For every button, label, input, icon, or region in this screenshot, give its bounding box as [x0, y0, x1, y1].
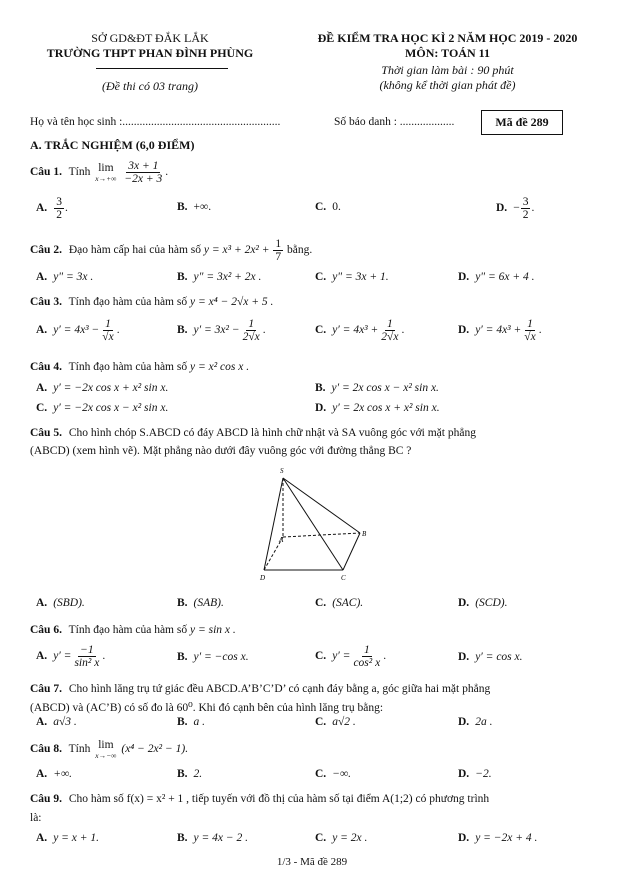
question-number: Câu 8. [30, 743, 62, 756]
question-6: Câu 6. Tính đạo hàm của hàm số y = sin x . [30, 624, 236, 636]
option-a: A. $\frac{3}{2}$ . [36, 196, 68, 222]
option-a: A. a√3 . [36, 716, 77, 728]
question-text: Tính [68, 166, 91, 179]
option-a: A. y′ = 4x³ − $\frac{1}{√x}$ . [36, 318, 120, 344]
option-c: C. y" = 3x + 1. [315, 271, 389, 283]
fraction: $\frac{1}{√x}$ [102, 318, 114, 344]
option-b: B. y" = 3x² + 2x . [177, 271, 262, 283]
student-name-line: Họ và tên học sinh :....................................................... [30, 116, 281, 128]
fraction: $\frac{3}{2}$ [522, 196, 529, 222]
header-divider [96, 68, 228, 69]
option-a: A. y" = 3x . [36, 271, 94, 283]
edge-sd [264, 478, 283, 570]
label-a: A [279, 536, 284, 544]
option-d: D. (SCD). [458, 597, 508, 609]
question-3: Câu 3. Tính đạo hàm của hàm số y = x⁴ − 2√x + 5 . [30, 296, 274, 308]
option-c: C. y = 2x . [315, 832, 368, 844]
question-text: Tính đạo hàm của hàm số [68, 296, 188, 308]
label-s: S [280, 467, 284, 475]
question-7-line-2: (ABCD) và (AC’B) có số đo là 60⁰. Khi đó cạnh bên của hình lăng trụ bằng: [30, 702, 384, 714]
option-d: D. −2. [458, 768, 492, 780]
question-8: Câu 8. Tính lim x→−∞ (x⁴ − 2x² − 1). [30, 739, 189, 760]
fraction: $\frac{-1}{\text{sin² x}}$ [74, 644, 100, 670]
page-count-note: (Đề thi có 03 trang) [102, 79, 198, 93]
question-text: Tính đạo hàm của hàm số [68, 624, 188, 636]
question-number: Câu 7. [30, 683, 62, 695]
question-5-line-2: (ABCD) (xem hình vẽ). Mặt phẳng nào dưới đây vuông góc với đường thẳng BC ? [30, 445, 412, 457]
section-title: A. TRẮC NGHIỆM (6,0 ĐIỂM) [30, 138, 195, 152]
page-footer: 1/3 - Mã đề 289 [276, 856, 348, 868]
question-7 [30, 683, 490, 695]
option-b: B. y′ = 2x cos x − x² sin x. [315, 382, 439, 394]
option-b: B. y′ = 3x² − $\frac{1}{2√x}$ . [177, 318, 266, 344]
option-c: C. 0. [315, 201, 341, 213]
question-9 [30, 793, 489, 805]
limit-symbol: lim x→+∞ [95, 162, 117, 183]
fraction: $\frac{1}{2√x}$ [381, 318, 399, 344]
option-b: B. a . [177, 716, 206, 728]
option-c: C. a√2 . [315, 716, 356, 728]
question-2: Câu 2. Đạo hàm cấp hai của hàm số y = x³ + 2x² + $\frac{1}{7}$ bằng. [30, 238, 313, 264]
question-text: Cho hàm số f(x) = x² + 1 , tiếp tuyến với đồ thị của hàm số tại điểm A(1;2) có phương trình [68, 793, 490, 805]
option-b: B. (SAB). [177, 597, 224, 609]
edge-cb [343, 533, 360, 570]
fraction: $\frac{1}{\text{cos² x}}$ [353, 644, 381, 670]
label-b: B [362, 530, 367, 538]
question-number: Câu 6. [30, 624, 62, 636]
option-a: A. y = x + 1. [36, 832, 100, 844]
option-b: B. y′ = −cos x. [177, 651, 249, 663]
option-c: C. y′ = $\frac{1}{\text{cos² x}}$ . [315, 644, 387, 670]
option-b: B. +∞. [177, 201, 212, 213]
option-c: C. −∞. [315, 768, 352, 780]
edge-sb [283, 478, 360, 533]
question-text: Tính [68, 743, 91, 756]
label-d: D [260, 574, 266, 582]
question-number: Câu 9. [30, 793, 62, 805]
option-d: D. y" = 6x + 4 . [458, 271, 535, 283]
exam-code-box: Mã đề 289 [481, 110, 563, 135]
option-a: A. +∞. [36, 768, 73, 780]
question-text: Cho hình lăng trụ tứ giác đều ABCD.A’B’C’D’ có cạnh đáy bằng a, góc giữa hai mặt phẳng [68, 683, 491, 695]
question-1: Câu 1. Tính lim x→+∞ $\frac{3x + 1}{-2x + 3}$ . [30, 160, 169, 186]
question-text: Cho hình chóp S.ABCD có đáy ABCD là hình chữ nhật và SA vuông góc với mặt phẳng [68, 427, 476, 439]
fraction: $\frac{1}{7}$ [275, 238, 282, 264]
question-number: Câu 1. [30, 166, 62, 179]
question-number: Câu 5. [30, 427, 62, 439]
pyramid-figure [250, 462, 380, 587]
question-text: Đạo hàm cấp hai của hàm số [68, 244, 202, 257]
edge-sc [283, 478, 343, 570]
question-5 [30, 427, 476, 439]
option-a: A. (SBD). [36, 597, 85, 609]
fraction: $\frac{3x + 1}{-2x + 3}$ [124, 160, 163, 186]
school-department: SỞ GD&ĐT ĐẮK LẮK [91, 31, 209, 45]
student-id-line: Số báo danh : ................... [334, 116, 455, 128]
option-d: D. y′ = cos x. [458, 651, 523, 663]
question-4: Câu 4. Tính đạo hàm của hàm số y = x² cos x . [30, 361, 250, 373]
fraction: $\frac{1}{2√x}$ [242, 318, 260, 344]
question-number: Câu 3. [30, 296, 62, 308]
option-c: C. y′ = −2x cos x − x² sin x. [36, 402, 169, 414]
option-d: D. y′ = 4x³ + $\frac{1}{√x}$ . [458, 318, 542, 344]
question-number: Câu 4. [30, 361, 62, 373]
exam-time-note: (không kể thời gian phát đề) [379, 78, 516, 92]
question-text: Tính đạo hàm của hàm số [68, 361, 188, 373]
option-b: B. 2. [177, 768, 203, 780]
option-a: A. y′ = −2x cos x + x² sin x. [36, 382, 169, 394]
question-number: Câu 2. [30, 244, 62, 257]
fraction: $\frac{1}{√x}$ [524, 318, 536, 344]
school-name: TRƯỜNG THPT PHAN ĐÌNH PHÙNG [46, 46, 254, 60]
limit-symbol: lim x→−∞ [95, 739, 117, 760]
exam-title: ĐỀ KIỂM TRA HỌC KÌ 2 NĂM HỌC 2019 - 2020 [317, 31, 578, 45]
exam-time: Thời gian làm bài : 90 phút [381, 63, 514, 77]
option-d: D. 2a . [458, 716, 493, 728]
option-c: C. (SAC). [315, 597, 364, 609]
subject: MÔN: TOÁN 11 [405, 46, 490, 60]
fraction: $\frac{3}{2}$ [56, 196, 62, 222]
label-c: C [341, 574, 346, 582]
option-b: B. y = 4x − 2 . [177, 832, 249, 844]
option-d: D. y = −2x + 4 . [458, 832, 538, 844]
option-a: A. y′ = $\frac{-1}{\text{sin² x}}$ . [36, 644, 106, 670]
option-d: D. y′ = 2x cos x + x² sin x. [315, 402, 440, 414]
option-c: C. y′ = 4x³ + $\frac{1}{2√x}$ . [315, 318, 405, 344]
question-9-line-2: là: [30, 812, 42, 824]
option-d: D. − $\frac{3}{2}$ . [496, 196, 535, 222]
